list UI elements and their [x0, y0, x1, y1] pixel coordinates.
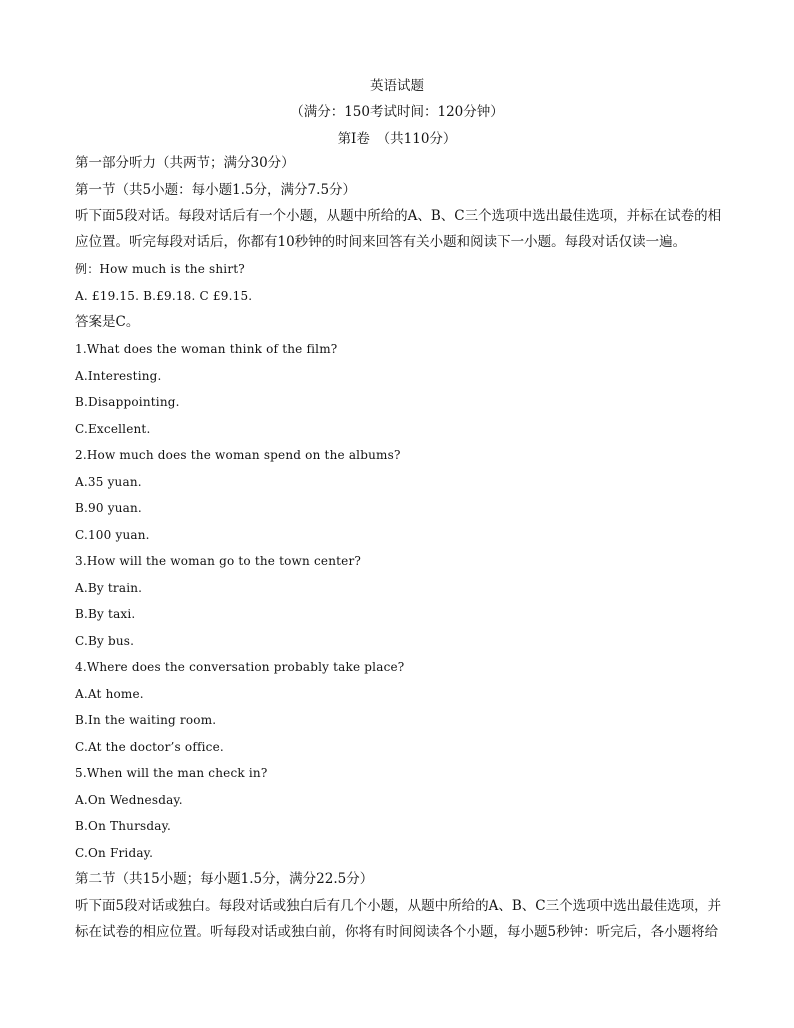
question-1-option-b: B.Disappointing.	[75, 395, 180, 409]
question-4-option-c: C.At the doctor’s office.	[75, 740, 224, 754]
exam-subtitle: （满分：150考试时间：120分钟）	[290, 104, 504, 120]
section2-heading: 第二节（共15小题；每小题1.5分，满分22.5分）	[75, 871, 374, 887]
question-2-option-c: C.100 yuan.	[75, 528, 150, 542]
section2-instructions-line2: 标在试卷的相应位置。听每段对话或独白前，你将有时间阅读各个小题，每小题5秒钟：听完后，各小题将给	[75, 924, 719, 940]
section2-instructions-line1: 听下面5段对话或独白。每段对话或独白后有几个小题，从题中所给的A、B、C三个选项中选出最佳选项，并	[75, 898, 722, 914]
part1-heading: 第一部分听力（共两节；满分30分）	[75, 155, 295, 171]
question-1: 1.What does the woman think of the film?	[75, 342, 338, 356]
example-question: 例：How much is the shirt?	[75, 262, 245, 276]
question-2-option-b: B.90 yuan.	[75, 501, 142, 515]
question-3-option-c: C.By bus.	[75, 634, 135, 648]
question-2: 2.How much does the woman spend on the albums?	[75, 448, 401, 462]
section1-instructions-line1: 听下面5段对话。每段对话后有一个小题，从题中所给的A、B、C三个选项中选出最佳选项，并标在试卷的相	[75, 208, 722, 224]
example-answer: 答案是C。	[75, 314, 140, 330]
example-options: A. £19.15. B.£9.18. C £9.15.	[75, 289, 253, 303]
section1-heading: 第一节（共5小题：每小题1.5分，满分7.5分）	[75, 182, 357, 198]
question-5-option-b: B.On Thursday.	[75, 819, 172, 833]
question-3-option-a: A.By train.	[75, 581, 143, 595]
question-1-option-c: C.Excellent.	[75, 422, 151, 436]
question-4-option-b: B.In the waiting room.	[75, 713, 217, 727]
question-4: 4.Where does the conversation probably take place?	[75, 660, 405, 674]
question-2-option-a: A.35 yuan.	[75, 475, 142, 489]
exam-title: 英语试题	[370, 78, 424, 94]
question-1-option-a: A.Interesting.	[75, 369, 162, 383]
section1-instructions-line2: 应位置。听完每段对话后，你都有10秒钟的时间来回答有关小题和阅读下一小题。每段对话仅读一遍。	[75, 234, 687, 250]
question-4-option-a: A.At home.	[75, 687, 144, 701]
question-3-option-b: B.By taxi.	[75, 607, 136, 621]
question-5: 5.When will the man check in?	[75, 766, 268, 780]
question-3: 3.How will the woman go to the town center?	[75, 554, 362, 568]
question-5-option-a: A.On Wednesday.	[75, 793, 183, 807]
volume-label: 第I卷 （共110分）	[337, 131, 457, 147]
question-5-option-c: C.On Friday.	[75, 846, 154, 860]
